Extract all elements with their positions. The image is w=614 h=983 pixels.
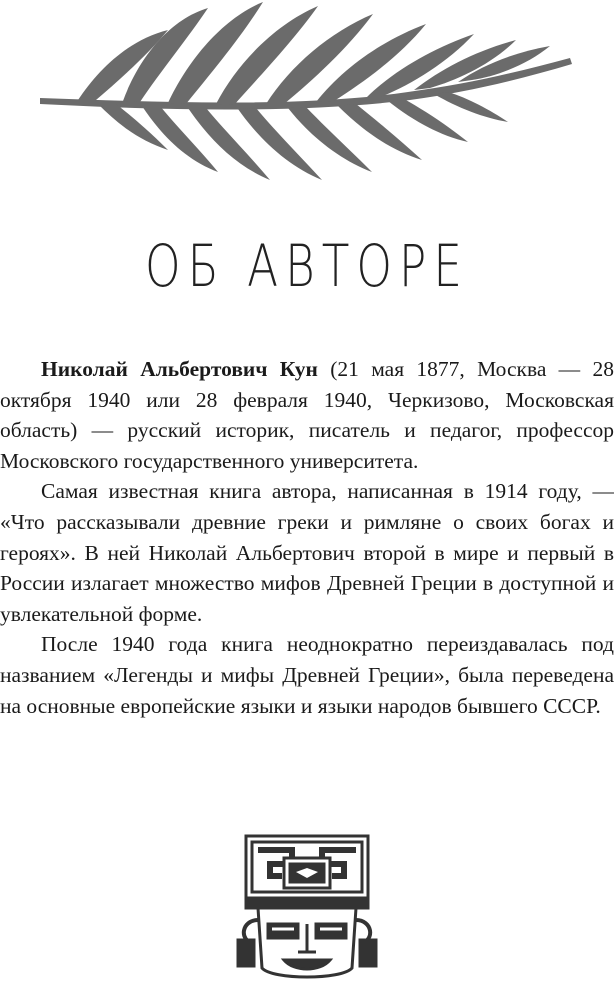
tribal-mask-icon (232, 828, 382, 983)
paragraph-publication-history: После 1940 года книга неоднократно переиздавалась под названием «Легенды и мифы Древней Греции», была переведена на основные европейские языки и языки народов бывшего СССР. (0, 632, 614, 718)
paragraph-famous-book: Самая известная книга автора, написанная в 1914 году, — «Что рассказывали древние греки и римляне о своих богах и героях». В ней Николай Альбертович второй в мире и первый в России излагает множество мифов Древней Греции в доступной и увлекательной форме. (0, 479, 614, 626)
biography-text: (21 мая 1877, Москва — 28 октября 1940 или 28 февраля 1940, Черкизово, Московская область) — русский историк, писатель и педагог, профессор Московского государственного университета. (0, 357, 614, 473)
about-author-text (0, 354, 614, 721)
paragraph-biography (0, 354, 614, 476)
page-title: ОБ АВТОРЕ (145, 232, 469, 300)
author-name: Николай Альбертович Кун (41, 357, 318, 381)
palm-leaf-icon (38, 0, 578, 190)
